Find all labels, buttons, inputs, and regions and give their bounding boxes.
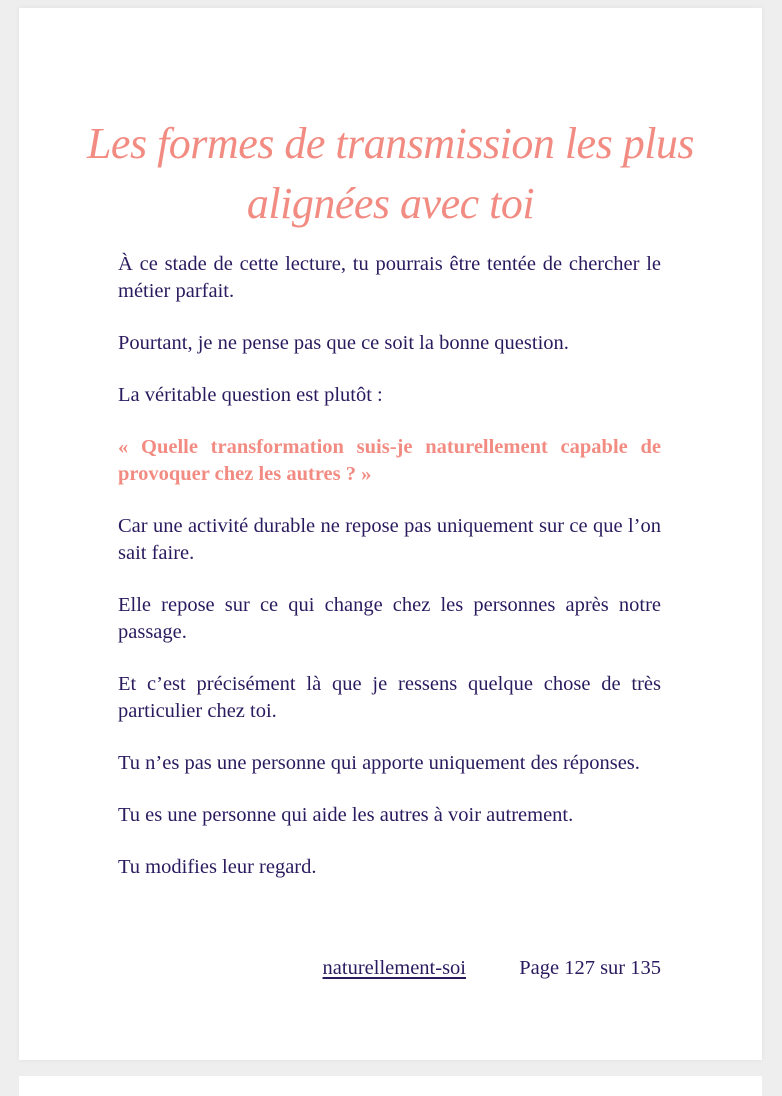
footer-site-link[interactable]: naturellement-soi (322, 957, 466, 979)
next-page-edge (19, 1076, 762, 1096)
highlighted-question: « Quelle transformation suis-je naturellement capable de provoquer chez les autres ? » (118, 436, 661, 485)
paragraph: Elle repose sur ce qui change chez les personnes après notre passage. (118, 594, 661, 643)
page-body (118, 251, 661, 906)
paragraph: À ce stade de cette lecture, tu pourrais être tentée de chercher le métier parfait. (118, 253, 661, 302)
paragraph: Tu es une personne qui aide les autres à voir autrement. (118, 804, 574, 826)
paragraph: Car une activité durable ne repose pas uniquement sur ce que l’on sait faire. (118, 515, 661, 564)
page-title: Les formes de transmission les plus alignées avec toi (86, 119, 695, 228)
page-footer (118, 957, 661, 987)
page-number: Page 127 sur 135 (519, 957, 661, 979)
paragraph: Tu n’es pas une personne qui apporte uniquement des réponses. (118, 752, 640, 774)
paragraph: Tu modifies leur regard. (118, 856, 317, 878)
document-page (19, 8, 762, 1060)
paragraph: La véritable question est plutôt : (118, 384, 383, 406)
paragraph: Et c’est précisément là que je ressens quelque chose de très particulier chez toi. (118, 673, 661, 722)
paragraph: Pourtant, je ne pense pas que ce soit la bonne question. (118, 332, 569, 354)
